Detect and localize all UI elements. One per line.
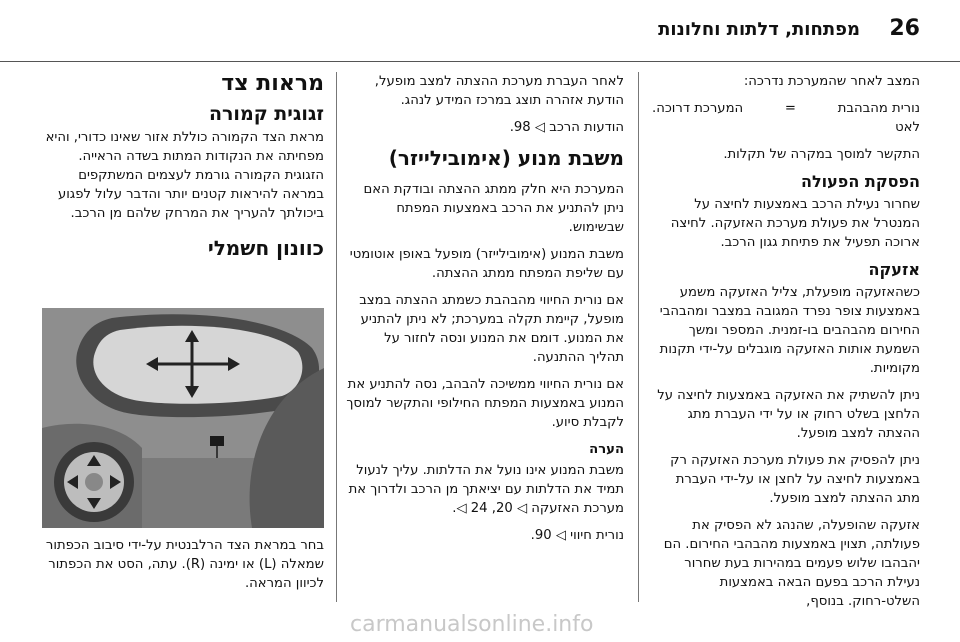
- alarm-heading: אזעקה: [868, 260, 920, 279]
- column-divider-right: [638, 72, 639, 602]
- immobiliser-text-2: משבת המנוע (אימובילייזר) מופעל באופן אוטומטי עם שליפת המפתח ממתג ההצתה.: [349, 247, 624, 281]
- page-title: מפתחות, דלתות וחלונות: [658, 19, 860, 40]
- indicator-ref[interactable]: נורית חיווי ◁ 90.: [530, 528, 624, 543]
- status-row: [652, 99, 920, 118]
- fault-text: התקשר למוסך במקרה של תקלות.: [723, 147, 920, 162]
- deactivate-heading: הפסקת הפעולה: [800, 172, 920, 191]
- right-column: [652, 72, 920, 619]
- mirror-adjustment-illustration: [42, 308, 324, 528]
- mirrors-heading: מראות צד: [221, 71, 324, 96]
- middle-column: [346, 72, 624, 553]
- immobiliser-text-1: המערכת היא חלק ממתג ההצתה ובודקת האם ניתן להתניע את הרכב באמצעות המפתח שבשימוש.: [363, 182, 624, 235]
- status-cont: לאט: [895, 120, 920, 135]
- immobiliser-heading: משבת מנוע (אימובילייזר): [388, 146, 624, 170]
- convex-heading: זגוגית קמורה: [208, 103, 324, 125]
- convex-text: מראת הצד הקמורה כוללת אזור שאינו כדורי, והיא מפחיתה את הנקודות המתות בשדה הראייה. הזגוגית הקמורה גורמת לעצמים המשתקפים במראה להיראות קטנים יותר והדבר עלול לפגוע ביכולתך להעריך את המרחק שלהם מן הרכב.: [45, 130, 324, 221]
- note-heading: הערה: [589, 442, 624, 457]
- alarm-text-1: כשהאזעקה מופעלת, צליל האזעקה משמע באמצעות צופר נפרד המגובה במצבר ומהבהבי החירום מהבהבים בו-זמנית. המספר ומשך השמעת אותות האזעקה מוגבלים על-ידי תקנות מקומיות.: [659, 285, 920, 376]
- electric-heading: כוונון חשמלי: [207, 236, 324, 260]
- deactivate-text: שחרור נעילת הרכב באמצעות לחיצה על המנטרל את פעולת מערכת האזעקה. לחיצה ארוכה תפעיל את פתיחת גגון הרכב.: [670, 197, 920, 250]
- status-left: נורית מהבהבת: [837, 101, 920, 116]
- alarm-text-2: ניתן להשתיק את האזעקה באמצעות לחיצה על הלחצן בשלט רחוק או על ידי העברת מתג ההצתה למצב מופעל.: [657, 388, 920, 441]
- left-column-lower: [42, 536, 324, 601]
- vehicle-messages-ref[interactable]: הודעות הרכב ◁ 98.: [509, 120, 624, 135]
- status-eq: =: [784, 101, 796, 116]
- column-divider-left: [336, 72, 337, 602]
- immobiliser-text-3: אם נורית החיווי מהבהבת כשמתג ההצתה במצב מופעל, קיימת תקלה במערכת; לא ניתן להתניע את המנוע. דומם את המנוע ונסה לחזור על תהליך ההתנעה.: [359, 293, 624, 365]
- immobiliser-text-4: אם נורית החיווי ממשיכה להבהב, נסה להתניע את המנוע באמצעות המפתח החילופי והתקשר למוסך לקבלת סיוע.: [346, 377, 624, 430]
- intro-text: המצב לאחר שהמערכת נדרכה:: [743, 74, 920, 89]
- left-column: [42, 72, 324, 270]
- alarm-text-4: אזעקה שהופעלה, שהנהג לא הפסיק את פעולתה, תצוין באמצעות מהבהבי החירום. הם יהבהבו שלוש פעמים במהירות בעת שחרור נעילת הרכב בפעם הבאה באמצעות השלט-רחוק. בנוסף,: [663, 518, 920, 609]
- page-header: [0, 0, 960, 62]
- status-right: המערכת דרוכה.: [652, 101, 744, 116]
- continuation-text: לאחר העברת מערכת ההצתה למצב מופעל, הודעת אזהרה תוצג במרכז המידע לנהג.: [374, 74, 624, 108]
- watermark: carmanualsonline.info: [350, 612, 594, 637]
- alarm-text-3: ניתן להפסיק את פעולת מערכת האזעקה רק באמצעות לחיצה על לחצן או על-ידי העברת מתג ההצתה למצב מופעל.: [670, 453, 920, 506]
- page-number: 26: [889, 16, 920, 41]
- electric-text: בחר במראת הצד הרלבנטית על-ידי סיבוב הכפתור שמאלה (L) או ימינה (R). עתה, הסט את הכפתור לכיוון המראה.: [45, 538, 324, 591]
- note-text: משבת המנוע אינו נועל את הדלתות. עליך לנעול תמיד את הדלתות עם יציאתך מן הרכב ולדרוך את מערכת האזעקה ◁ 20, 24 ◁.: [348, 463, 624, 516]
